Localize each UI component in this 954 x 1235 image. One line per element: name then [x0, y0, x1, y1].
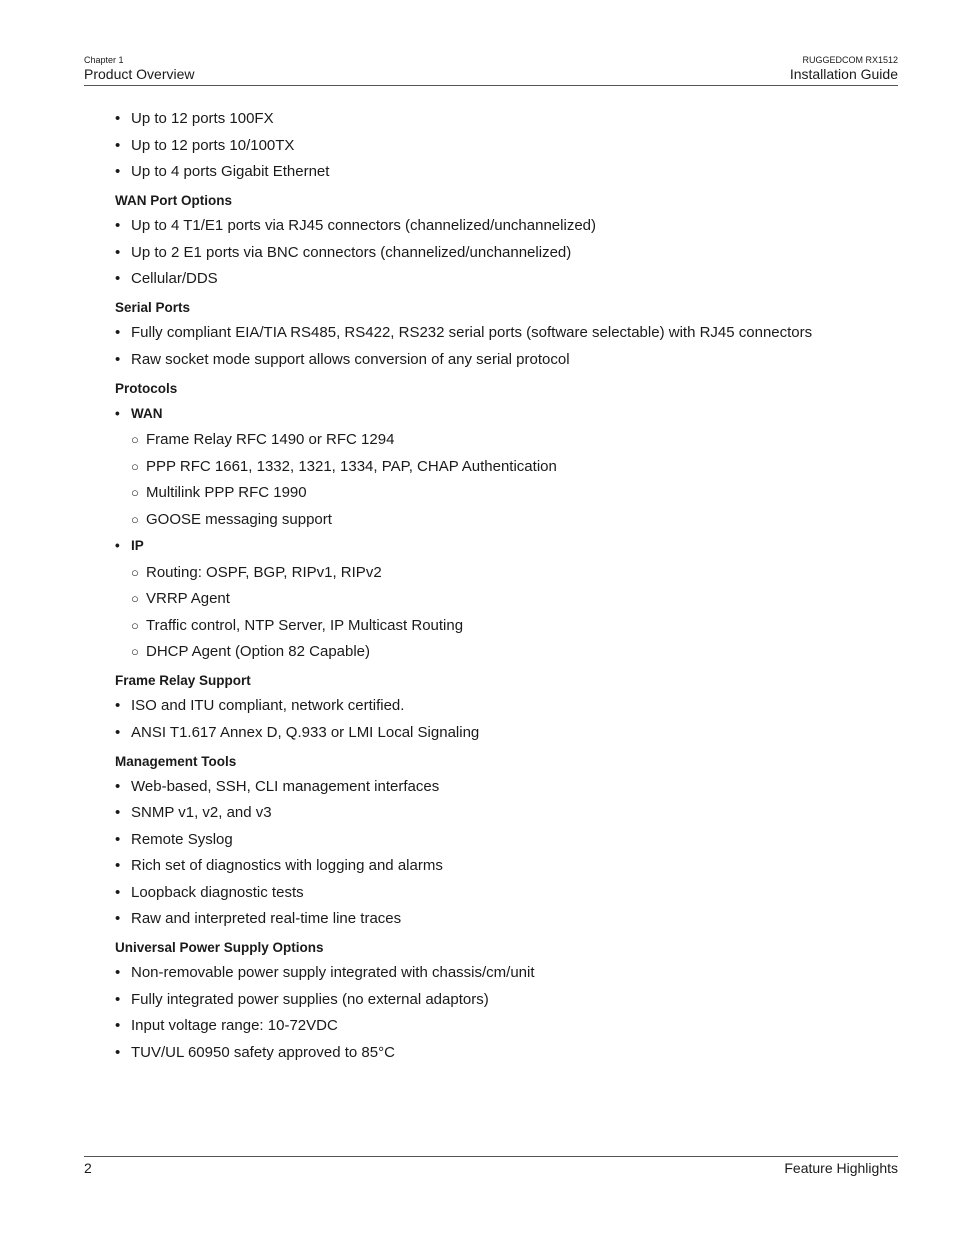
- list-item-text: Input voltage range: 10-72VDC: [131, 1017, 338, 1034]
- sub-list-item-text: VRRP Agent: [146, 590, 230, 607]
- bullet-icon: •: [115, 697, 121, 714]
- list-item: [115, 242, 895, 264]
- bullet-icon: •: [115, 538, 120, 553]
- circle-bullet-icon: ○: [131, 644, 139, 659]
- bullet-icon: •: [115, 324, 121, 341]
- bullet-icon: •: [115, 990, 121, 1008]
- list-item-text: Remote Syslog: [131, 830, 233, 848]
- bullet-icon: •: [115, 857, 121, 874]
- header-right: [790, 55, 898, 83]
- circle-bullet-icon: ○: [131, 591, 139, 606]
- sub-list-item-text: Traffic control, NTP Server, IP Multicast Routing: [146, 616, 464, 634]
- bullet-icon: •: [115, 163, 121, 180]
- list-item-text: Fully integrated power supplies (no external adaptors): [131, 990, 489, 1008]
- list-item-text: TUV/UL 60950 safety approved to 85°C: [131, 1043, 395, 1061]
- list-item-text: Fully compliant EIA/TIA RS485, RS422, RS232 serial ports (software selectable) with RJ45 connectors: [131, 324, 813, 341]
- sub-list-item-text: DHCP Agent (Option 82 Capable): [146, 643, 371, 660]
- chapter-title: Product Overview: [84, 66, 195, 82]
- circle-bullet-icon: ○: [131, 432, 139, 447]
- page-number: 2: [84, 1160, 92, 1176]
- sub-list-item-text: Frame Relay RFC 1490 or RFC 1294: [146, 431, 395, 448]
- list-item: [115, 829, 895, 851]
- circle-bullet-icon: ○: [131, 458, 139, 474]
- sub-list-item: [115, 509, 895, 531]
- list-item: [115, 776, 895, 798]
- header-left: [84, 55, 194, 83]
- protocol-group-label: IP: [131, 538, 144, 553]
- page-header: [84, 55, 898, 86]
- list-item-text: Up to 12 ports 10/100TX: [131, 136, 295, 154]
- bullet-icon: •: [115, 830, 121, 848]
- list-item: [115, 135, 895, 157]
- sub-list-item: [115, 641, 895, 663]
- list-item: [115, 268, 895, 290]
- list-item-text: Raw and interpreted real-time line traces: [131, 910, 402, 927]
- circle-bullet-icon: ○: [131, 617, 139, 633]
- bullet-icon: •: [115, 723, 121, 741]
- bullet-icon: •: [115, 910, 121, 927]
- list-item: [115, 215, 895, 237]
- bullet-icon: •: [115, 243, 121, 261]
- section-heading-wan-ports: WAN Port Options: [115, 193, 232, 208]
- sub-list-item: [115, 588, 895, 610]
- list-item: [115, 989, 895, 1011]
- list-item: [115, 349, 895, 371]
- circle-bullet-icon: ○: [131, 485, 139, 500]
- footer-section-title: Feature Highlights: [784, 1160, 898, 1176]
- product-name: RUGGEDCOM RX1512: [802, 55, 898, 65]
- sub-list-item: [115, 456, 895, 478]
- list-item-text: Cellular/DDS: [131, 270, 218, 287]
- bullet-icon: •: [115, 1017, 121, 1034]
- page-content: [115, 108, 895, 1068]
- list-item-text: Up to 4 ports Gigabit Ethernet: [131, 163, 330, 180]
- bullet-icon: •: [115, 136, 121, 154]
- bullet-icon: •: [115, 110, 121, 127]
- sub-list-item-text: GOOSE messaging support: [146, 510, 332, 528]
- list-item: [115, 695, 895, 717]
- list-item-text: Raw socket mode support allows conversion of any serial protocol: [131, 350, 570, 368]
- sub-list-item: [115, 562, 895, 584]
- section-heading-management-tools: Management Tools: [115, 753, 237, 769]
- page-footer: [84, 1156, 898, 1181]
- list-item: [115, 722, 895, 744]
- bullet-icon: •: [115, 883, 121, 901]
- bullet-icon: •: [115, 217, 121, 234]
- list-item-text: Up to 2 E1 ports via BNC connectors (channelized/unchannelized): [131, 243, 572, 261]
- list-item: [115, 882, 895, 904]
- sub-list-item-text: Multilink PPP RFC 1990: [146, 484, 307, 501]
- list-item-text: SNMP v1, v2, and v3: [131, 804, 272, 821]
- list-item-text: Web-based, SSH, CLI management interfaces: [131, 777, 440, 795]
- list-item: [115, 962, 895, 984]
- sub-list-item: [115, 615, 895, 637]
- list-item-text: ISO and ITU compliant, network certified.: [131, 697, 405, 714]
- list-item-text: ANSI T1.617 Annex D, Q.933 or LMI Local Signaling: [131, 723, 480, 741]
- list-item: [115, 322, 895, 344]
- section-heading-power-supply: Universal Power Supply Options: [115, 940, 324, 955]
- protocol-group-ip: [115, 535, 895, 557]
- list-item: [115, 855, 895, 877]
- list-item: [115, 908, 895, 930]
- sub-list-item-text: PPP RFC 1661, 1332, 1321, 1334, PAP, CHAP Authentication: [146, 457, 557, 475]
- bullet-icon: •: [115, 1043, 121, 1061]
- bullet-icon: •: [115, 405, 120, 421]
- sub-list-item: [115, 482, 895, 504]
- bullet-icon: •: [115, 777, 121, 795]
- section-heading-serial-ports: Serial Ports: [115, 300, 191, 315]
- sub-list-item-text: Routing: OSPF, BGP, RIPv1, RIPv2: [146, 563, 382, 581]
- list-item: [115, 1042, 895, 1064]
- list-item-text: Up to 12 ports 100FX: [131, 110, 274, 127]
- circle-bullet-icon: ○: [131, 511, 139, 527]
- sub-list-item: [115, 429, 895, 451]
- list-item-text: Non-removable power supply integrated with chassis/cm/unit: [131, 964, 535, 981]
- bullet-icon: •: [115, 964, 121, 981]
- protocol-group-wan: [115, 403, 895, 425]
- list-item: [115, 161, 895, 183]
- list-item: [115, 108, 895, 130]
- protocol-group-label: WAN: [131, 405, 163, 421]
- list-item-text: Up to 4 T1/E1 ports via RJ45 connectors (channelized/unchannelized): [131, 217, 596, 234]
- chapter-label: Chapter 1: [84, 55, 124, 65]
- bullet-icon: •: [115, 350, 121, 368]
- list-item-text: Rich set of diagnostics with logging and alarms: [131, 857, 443, 874]
- list-item: [115, 802, 895, 824]
- bullet-icon: •: [115, 270, 121, 287]
- guide-title: Installation Guide: [789, 66, 898, 82]
- list-item-text: Loopback diagnostic tests: [131, 883, 304, 901]
- circle-bullet-icon: ○: [131, 564, 139, 580]
- section-heading-protocols: Protocols: [115, 380, 178, 396]
- list-item: [115, 1015, 895, 1037]
- bullet-icon: •: [115, 804, 121, 821]
- section-heading-frame-relay: Frame Relay Support: [115, 673, 251, 688]
